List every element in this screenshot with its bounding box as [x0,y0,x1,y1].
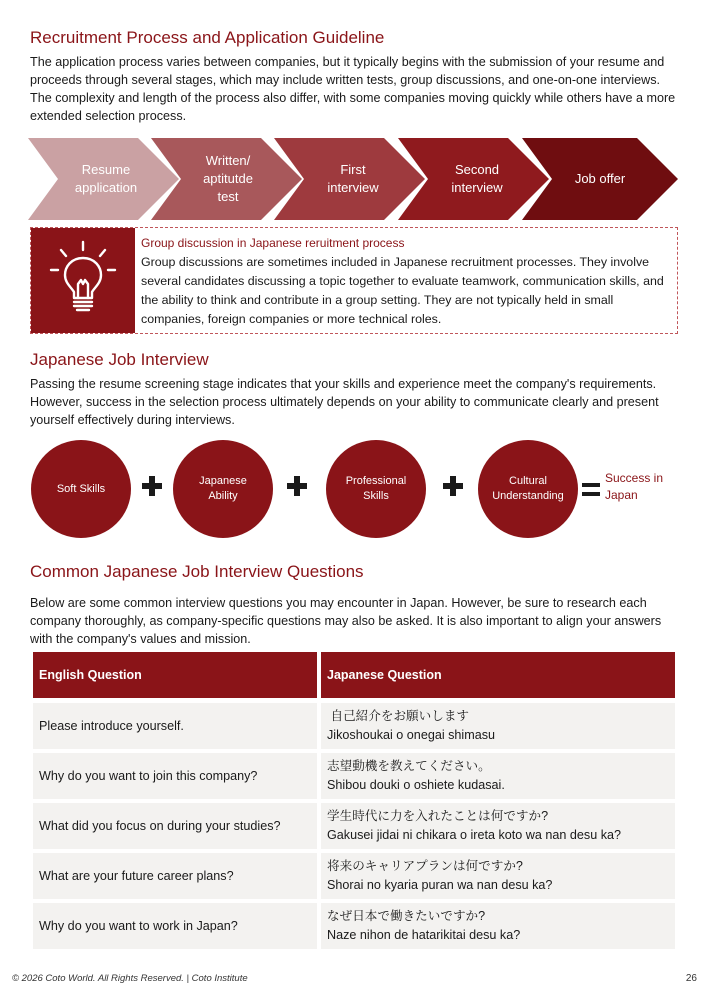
japanese-question-cell [321,753,675,799]
section-title-questions: Common Japanese Job Interview Questions [30,562,364,581]
group-discussion-callout [30,227,678,334]
japanese-text: 将来のキャリアプランは何ですか? [327,859,523,873]
plus-icon [443,476,463,496]
table-row [33,703,675,749]
circle-cultural-understanding: Cultural Understanding [478,440,578,538]
step-job-offer: Job offer [574,171,626,186]
romaji-text: Naze nihon de hatarikitai desu ka? [327,928,521,942]
english-question-cell: What did you focus on during your studies? [33,803,317,849]
callout-text: Group discussions are sometimes included in Japanese recruitment processes. They involve several candidates discussing a topic together to evaluate teamwork, communication skills, and the ability to think and contribute in a group setting. They are not typically held in small companies, foreign companies or more technical roles. [141,255,664,326]
table-row [33,903,675,949]
step-resume-application: Resume application [74,162,138,195]
page-number: 26 [685,973,697,984]
plus-icon [142,476,162,496]
equals-icon [582,483,600,497]
japanese-text: 自己紹介をお願いします [327,709,470,723]
table-row [33,853,675,899]
section-title-recruitment: Recruitment Process and Application Guideline [30,28,385,47]
step-written-test: Written/ aptitutde test [203,153,253,204]
japanese-text: 学生時代に力を入れたことは何ですか? [327,809,549,823]
recruitment-intro: The application process varies between companies, but it typically begins with the submission of your resume and proceeds through several stages, which may include written tests, group discussions, and one-on-one interviews. The complexity and length of the process also differ, with some companies moving quickly while others have a more extended selection process. [30,55,676,123]
japanese-text: なぜ日本で働きたいですか? [327,909,486,923]
table-row [33,753,675,799]
header-english-question: English Question [33,652,317,698]
step-first-interview: First interview [327,162,379,195]
circle-professional-skills: Professional Skills [326,440,426,538]
japanese-question-cell [321,853,675,899]
plus-icon [287,476,307,496]
english-question-cell: Why do you want to join this company? [33,753,317,799]
english-question-cell: Why do you want to work in Japan? [33,903,317,949]
romaji-text: Shorai no kyaria puran wa nan desu ka? [327,878,553,892]
lightbulb-icon [31,228,135,333]
callout-title: Group discussion in Japanese reruitment process [141,236,405,250]
interview-intro: Passing the resume screening stage indicates that your skills and experience meet the company's requirements. However, success in the selection process ultimately depends on your ability to communicate clearly and present yourself effectively during interviews. [30,377,659,427]
table-header [33,652,675,698]
step-second-interview: Second interview [451,162,503,195]
japanese-question-cell [321,903,675,949]
english-question-cell: Please introduce yourself. [33,703,317,749]
table-row [33,803,675,849]
romaji-text: Jikoshoukai o onegai shimasu [327,728,496,742]
circle-soft-skills: Soft Skills [31,440,131,538]
circle-japanese-ability: Japanese Ability [173,440,273,538]
romaji-text: Gakusei jidai ni chikara o ireta koto wa nan desu ka? [327,828,622,842]
japanese-question-cell [321,803,675,849]
japanese-question-cell [321,703,675,749]
formula-result: Success in Japan [605,471,664,502]
interview-questions-table [33,652,675,949]
section-title-interview: Japanese Job Interview [30,350,209,369]
footer-copyright: © 2026 Coto World. All Rights Reserved. | Coto Institute [12,973,248,984]
questions-intro: Below are some common interview questions you may encounter in Japan. However, be sure to research each company thoroughly, as company-specific questions may also be asked. It is also important to align your answers with the company's values and mission. [30,596,662,646]
callout-icon-panel [31,228,135,333]
header-japanese-question: Japanese Question [321,652,675,698]
romaji-text: Shibou douki o oshiete kudasai. [327,778,505,792]
recruitment-process-flow [28,138,678,220]
english-question-cell: What are your future career plans? [33,853,317,899]
japanese-text: 志望動機を教えてください。 [327,759,491,773]
